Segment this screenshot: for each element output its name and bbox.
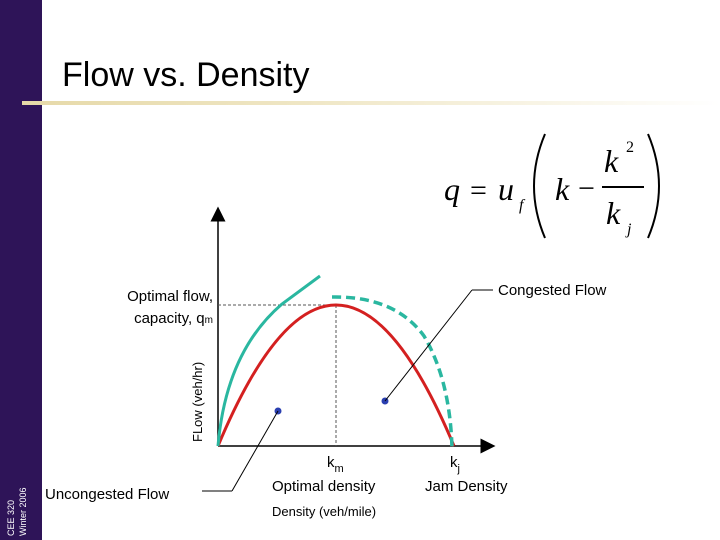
optimal-flow-line-2	[105, 308, 213, 332]
formula-k-squared: k	[604, 143, 619, 179]
formula-kj: k	[606, 195, 621, 231]
km-label	[327, 454, 344, 475]
congested-flow-label: Congested Flow	[498, 282, 607, 299]
formula-u: u	[498, 171, 514, 207]
formula-right-paren	[648, 134, 659, 238]
formula-equals: =	[470, 174, 487, 207]
flow-density-formula	[444, 134, 659, 238]
formula-u-sub: f	[519, 197, 524, 214]
kj-label	[450, 454, 460, 475]
y-axis-label: FLow (veh/hr)	[190, 361, 205, 442]
formula-kj-sub: j	[627, 221, 632, 238]
kj-description: Jam Density	[425, 478, 508, 495]
optimal-flow-line-1: Optimal flow,	[127, 288, 213, 305]
formula-q: q	[444, 171, 460, 207]
course-term: Winter 2006	[18, 487, 28, 536]
course-code: CEE 320	[6, 499, 16, 536]
uncongested-flow-label: Uncongested Flow	[45, 486, 170, 503]
kj-subscript: j	[457, 463, 460, 475]
formula-k: k	[555, 171, 570, 207]
kj-letter: k	[450, 454, 458, 471]
observed-congested-curve	[332, 297, 452, 448]
capacity-text: capacity, q	[134, 310, 205, 327]
formula-minus: −	[578, 172, 595, 205]
formula-exponent: 2	[626, 139, 634, 156]
km-description: Optimal density	[272, 478, 376, 495]
x-axis-label: Density (veh/mile)	[272, 504, 377, 519]
slide-title: Flow vs. Density	[62, 56, 310, 94]
optimal-flow-label	[105, 286, 213, 332]
capacity-subscript: m	[204, 315, 213, 326]
observed-uncongested-curve	[218, 276, 320, 446]
km-letter: k	[327, 454, 335, 471]
km-subscript: m	[334, 463, 344, 475]
formula-left-paren	[534, 134, 545, 238]
